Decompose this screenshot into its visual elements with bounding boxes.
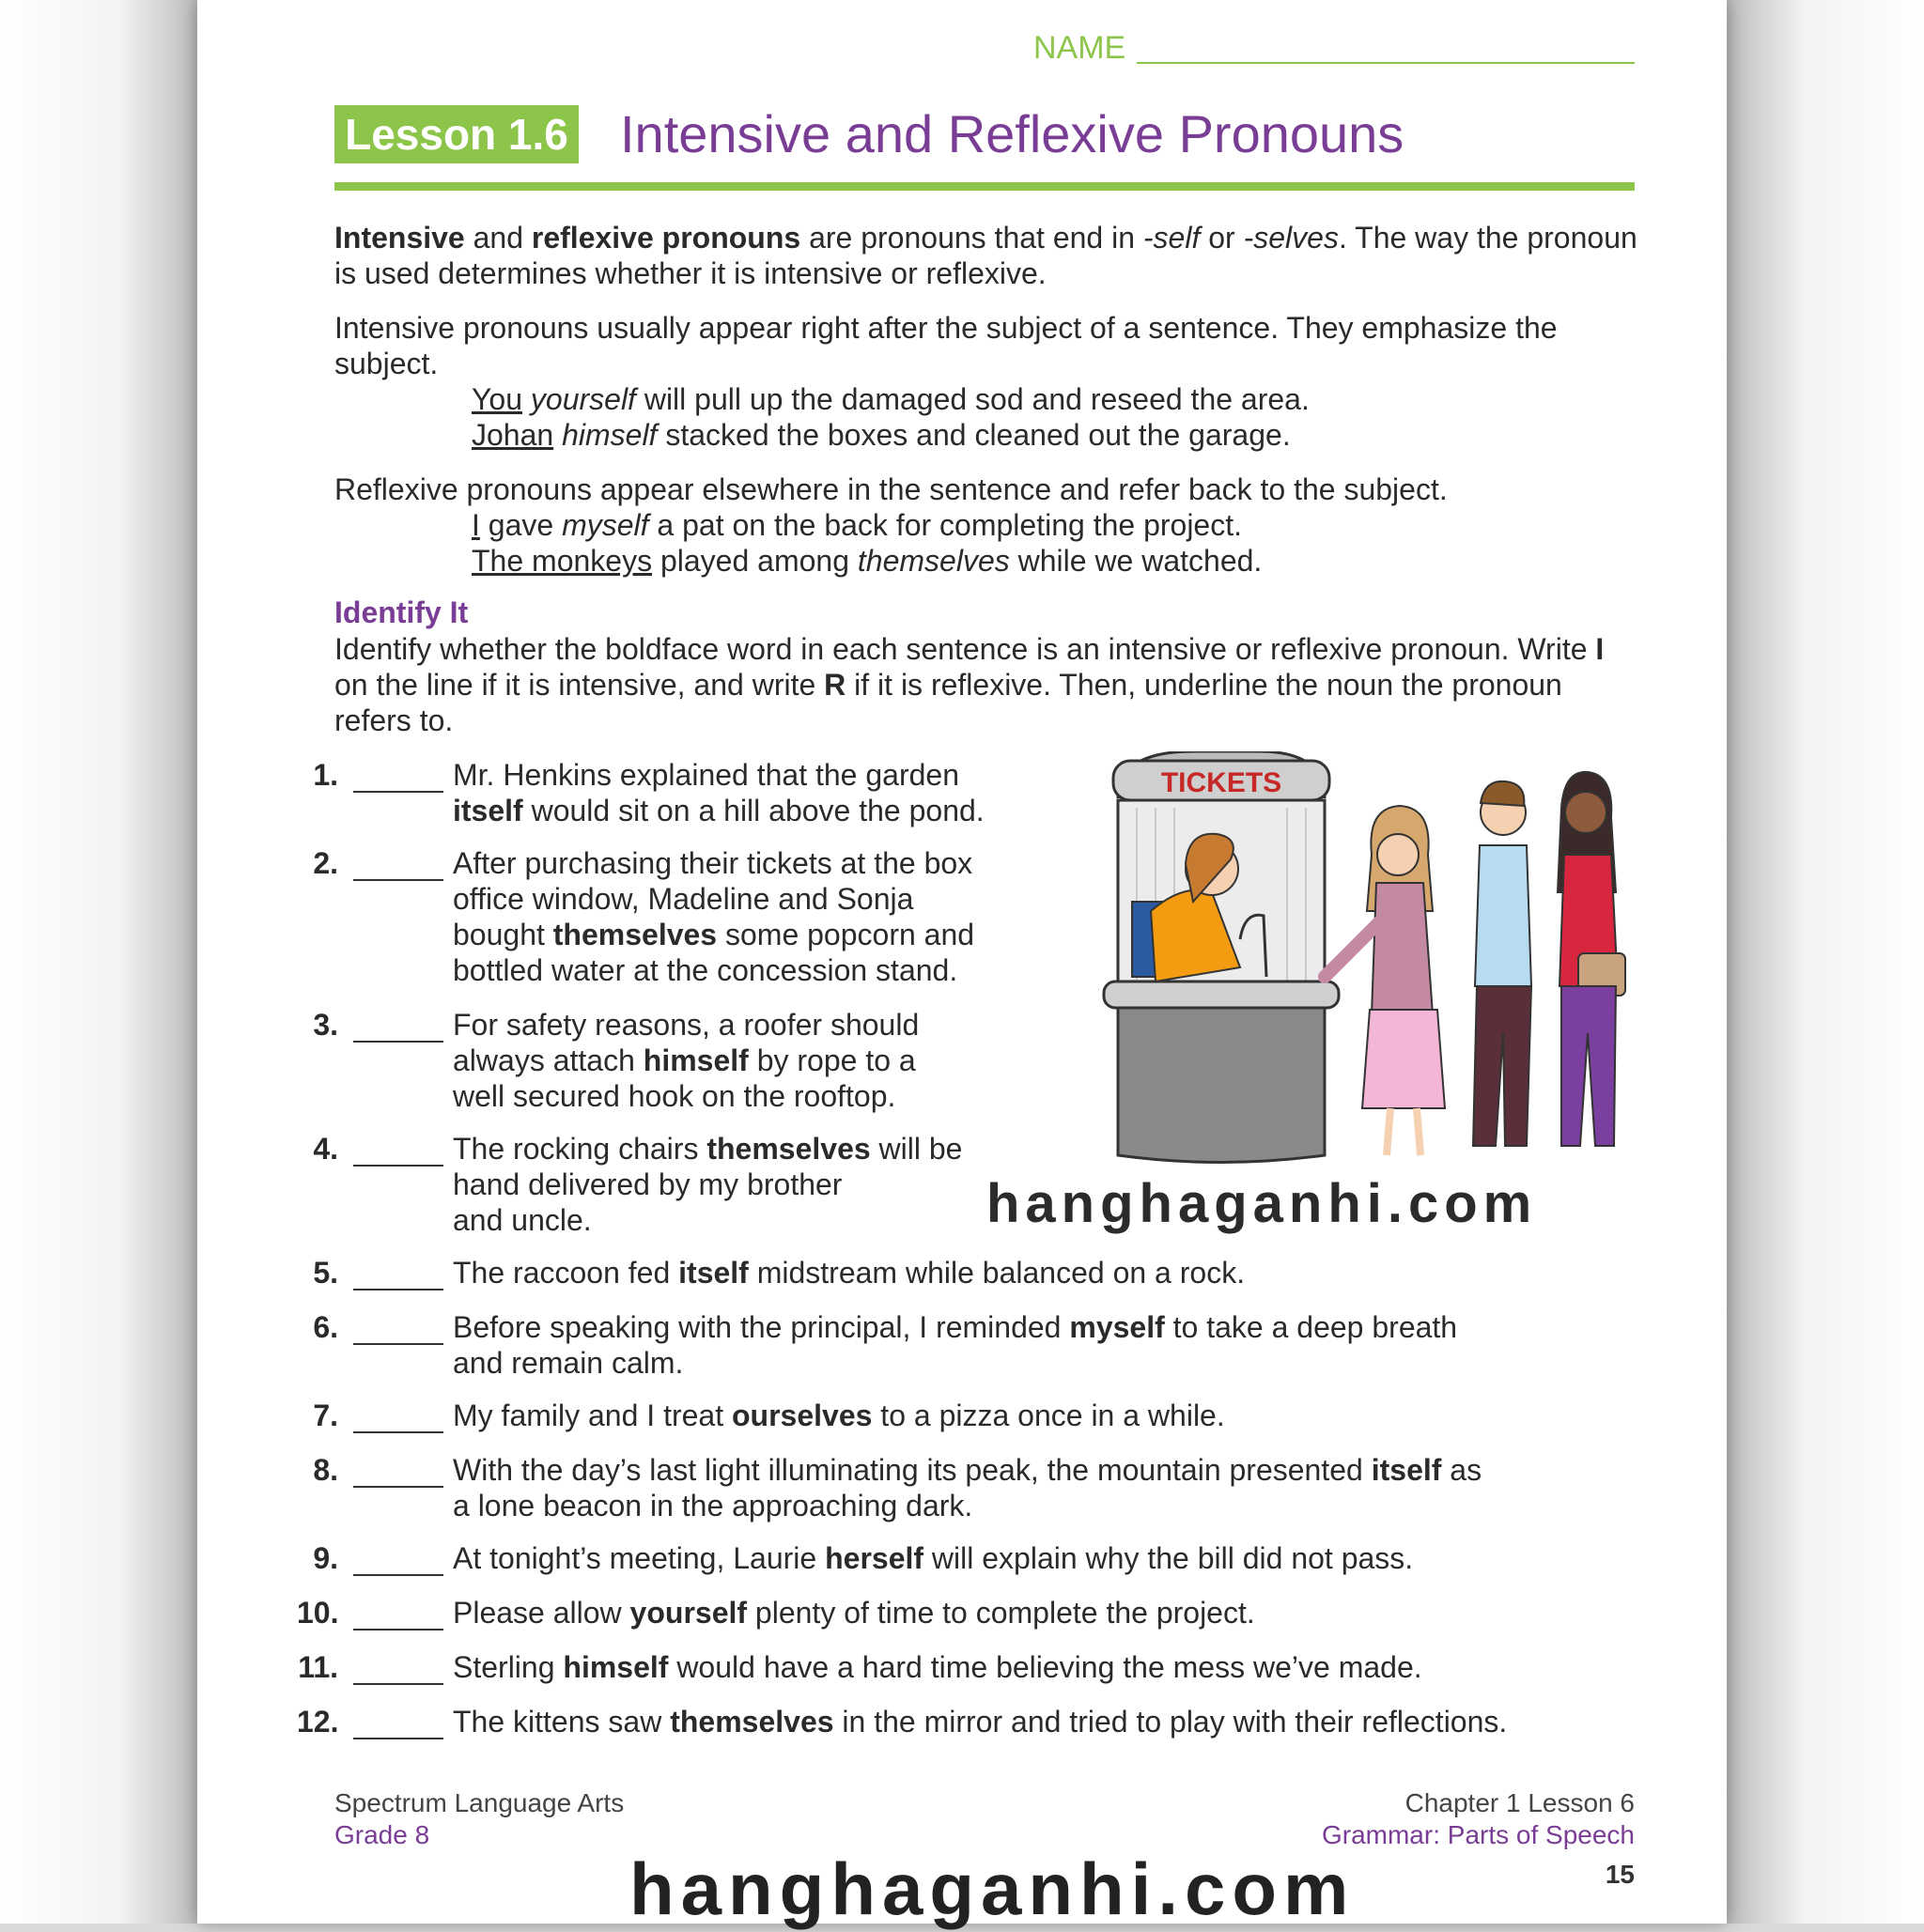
answer-line[interactable]: [353, 879, 443, 881]
man-pants: [1473, 986, 1531, 1146]
watermark: hanghaganhi.com: [986, 1173, 1538, 1234]
answer-line[interactable]: [353, 1486, 443, 1488]
footer-grade: Grade 8: [334, 1820, 430, 1849]
man-shirt: [1475, 845, 1531, 986]
lesson-badge: Lesson 1.6: [334, 105, 579, 163]
answer-line[interactable]: [353, 1041, 443, 1043]
ticket-booth-illustration: [1099, 751, 1644, 1174]
answer-line[interactable]: [353, 1738, 443, 1739]
answer-line[interactable]: [353, 1165, 443, 1167]
example-sentence-1: You yourself will pull up the damaged sod and reseed the area.: [472, 382, 1310, 416]
name-line: [1137, 62, 1635, 64]
answer-line[interactable]: [353, 1683, 443, 1685]
identify-instructions: Identify whether the boldface word in each sentence is an intensive or reflexive pronoun. Write I on the line if it is intensive, and write R if it is reflexive. Then, underline the noun the pronoun refers to.: [334, 632, 1605, 737]
answer-line[interactable]: [353, 1343, 443, 1345]
woman-leg-left: [1387, 1108, 1390, 1155]
booth-sign-text: TICKETS: [1160, 767, 1282, 798]
footer-topic: Grammar: Parts of Speech: [1321, 1820, 1635, 1849]
woman-leg-right: [1417, 1108, 1420, 1155]
booth-base: [1118, 1008, 1325, 1163]
example-sentence-2: Johan himself stacked the boxes and cleaned out the garage.: [472, 418, 1291, 452]
identify-it-heading: Identify It: [334, 595, 469, 629]
intro-paragraph-2: Intensive pronouns usually appear right after the subject of a sentence. They emphasize the subject.: [334, 311, 1558, 380]
intro-paragraph-1: Intensive and reflexive pronouns are pronouns that end in -self or -selves. The way the pronoun is used determines whether it is intensive or reflexive.: [334, 221, 1637, 290]
woman-skirt: [1362, 1010, 1445, 1108]
footer-chapter: Chapter 1 Lesson 6: [1404, 1788, 1635, 1817]
answer-line[interactable]: [353, 1629, 443, 1631]
woman-jacket: [1372, 883, 1433, 1014]
booth-counter: [1104, 981, 1339, 1008]
answer-line[interactable]: [353, 1289, 443, 1291]
example-sentence-4: The monkeys played among themselves while we watched.: [472, 544, 1263, 578]
answer-line[interactable]: [353, 1574, 443, 1576]
woman2-face: [1565, 792, 1606, 833]
footer-book-title: Spectrum Language Arts: [334, 1788, 625, 1817]
lesson-title: Intensive and Reflexive Pronouns: [620, 104, 1404, 163]
answer-line[interactable]: [353, 791, 443, 793]
left-shadow: [0, 0, 197, 1924]
name-label: NAME: [1033, 30, 1126, 66]
title-rule: [334, 182, 1635, 191]
worksheet-page: NAME Lesson 1.6 Intensive and Reflexive Pronouns Intensive and reflexive pronouns are pronouns that end in -self or -selves. The way the pronoun is used determines whether it is intensive or reflexive. Intensive pronouns usually appear right after the subject of a sentence. They emphasize the subject. You yourself will pull up the damaged sod and reseed the area. Johan himself stacked the boxes and cleaned out the garage. Reflexive pronouns appear elsewhere in the sentence and refer back to the subject. I gave myself a pat on the back for completing the project. The monkeys played among themselves while we watched. Identify It Identify whether the boldface word in each sentence is an intensive or reflexive pronoun. Write I on the line if it is intensive, and write R if it is reflexive. Then, underline the noun the pronoun refers to. 1. Mr. Henkins explained that the garden itself would sit on a hill above the pond. 2. After purchasing their tickets at the box office window, Madeline and Sonja bought themselves some popcorn and bottled water at the concession stand. 3. For safety reasons, a roofer should always attach himself by rope to a well secured hook on the rooftop. 4. The rocking chairs themselves will be hand delivered by my brother and uncle. 5. The raccoon fed itself midstream while balanced on a rock. 6. Before speaking with the principal, I reminded myself to take a deep breath and remain calm. 7. My family and I treat ourselves to a pizza once in a while. 8. With the day’s last light illuminating its peak, the mountain presented itself as a lone beacon in the approaching dark. 9. At tonight’s meeting, Laurie herself will explain why the bill did not pass. 10. Please allow yourself plenty of time to complete the project. 11. Sterling himself would have a hard time believing the mess we’ve made. 12. The kittens saw themselves in the mirror and tried to play with their reflections. TICKETS hanghaganhi.com Spectrum Language Arts Grade 8 Chapter 1 Lesson 6 Grammar: Parts of Speech 15 hanghaganhi.com: [197, 0, 1727, 1924]
man-hair: [1481, 781, 1524, 806]
right-shadow: [1727, 0, 1924, 1924]
watermark-bottom: hanghaganhi.com: [629, 1847, 1356, 1930]
woman2-pants: [1561, 986, 1616, 1146]
answer-line[interactable]: [353, 1431, 443, 1433]
woman-face: [1377, 834, 1419, 875]
example-sentence-3: I gave myself a pat on the back for completing the project.: [472, 508, 1242, 542]
intro-paragraph-3: Reflexive pronouns appear elsewhere in the sentence and refer back to the subject.: [334, 472, 1448, 506]
page-number: 15: [1605, 1860, 1635, 1889]
